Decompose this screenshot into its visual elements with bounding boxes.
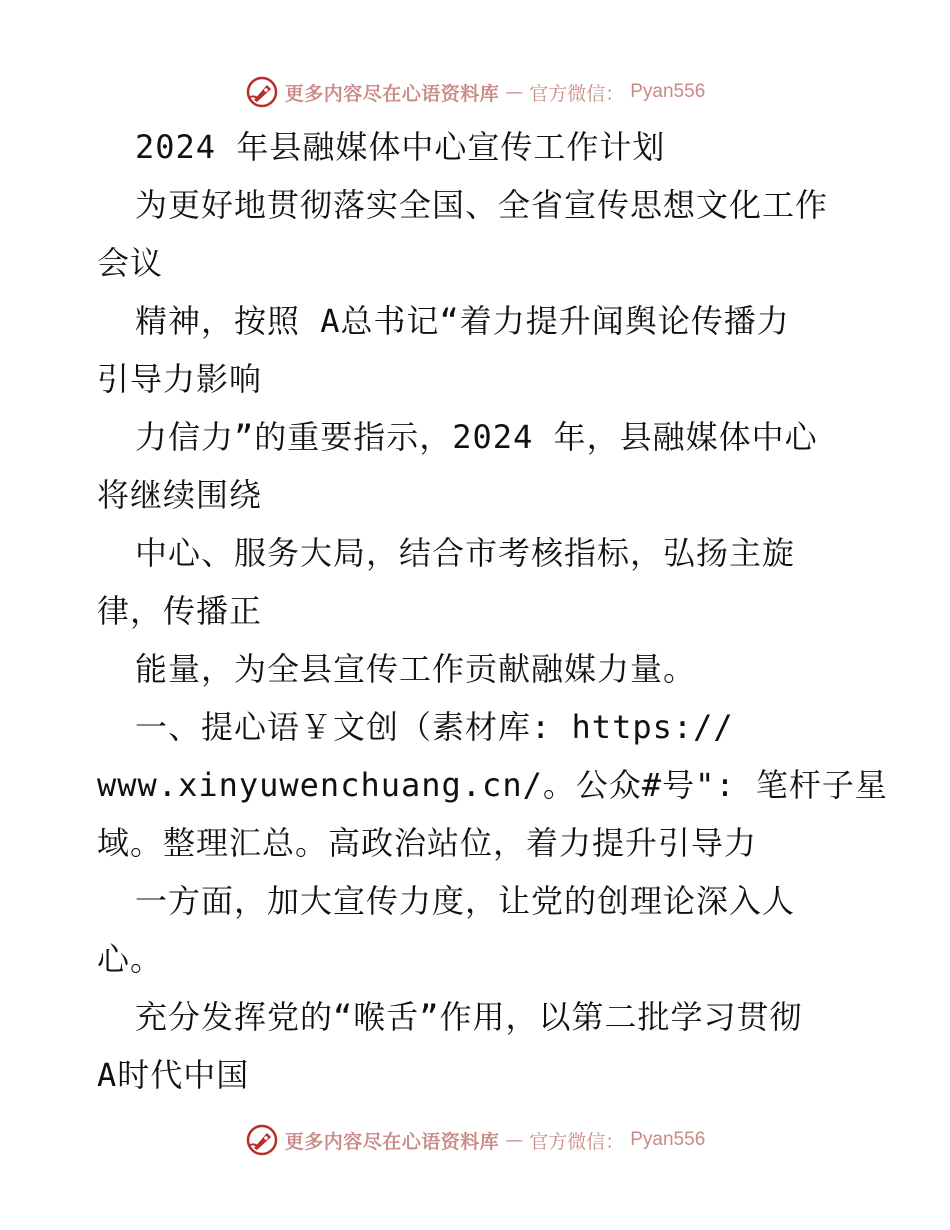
header-banner — [0, 72, 950, 112]
document-line: 力信力”的重要指示，2024 年，县融媒体中心 — [135, 418, 818, 456]
banner-wechat-label: 官方微信： — [529, 1130, 625, 1153]
document-line: 心。 — [97, 940, 164, 978]
banner-slogan: 更多内容尽在心语资料库 — [284, 82, 500, 105]
document-line: 一、提心语￥文创（素材库: https:// — [135, 708, 734, 746]
banner-separator: — — [505, 1129, 524, 1151]
document-body — [97, 118, 888, 1104]
document-line: 一方面，加大宣传力度，让党的创理论深入人 — [135, 882, 796, 920]
document-line: 会议 — [97, 244, 164, 282]
banner-slogan: 更多内容尽在心语资料库 — [284, 1130, 500, 1153]
pen-nib-logo-icon — [245, 75, 279, 109]
pen-nib-logo-icon — [245, 1123, 279, 1157]
document-line: 律，传播正 — [97, 592, 263, 630]
footer-banner — [0, 1120, 950, 1160]
document-line: 能量，为全县宣传工作贡献融媒力量。 — [135, 650, 697, 688]
document-line: 充分发挥党的“喉舌”作用，以第二批学习贯彻 — [135, 998, 803, 1036]
banner-wechat-id: Pyan556 — [630, 81, 706, 102]
banner-wechat-label: 官方微信： — [529, 82, 625, 105]
document-line: 域。整理汇总。高政治站位，着力提升引导力 — [97, 824, 758, 862]
banner-separator: — — [505, 81, 524, 103]
document-line: 引导力影响 — [97, 360, 263, 398]
document-line: www.xinyuwenchuang.cn/。公众#号": 笔杆子星 — [97, 766, 888, 804]
document-line: A时代中国 — [97, 1056, 250, 1094]
document-line: 中心、服务大局，结合市考核指标，弘扬主旋 — [135, 534, 796, 572]
document-line: 2024 年县融媒体中心宣传工作计划 — [135, 128, 666, 166]
document-line: 为更好地贯彻落实全国、全省宣传思想文化工作 — [135, 186, 829, 224]
banner-wechat-id: Pyan556 — [630, 1129, 706, 1150]
document-line: 精神，按照 A总书记“着力提升闻舆论传播力 — [135, 302, 790, 340]
document-line: 将继续围绕 — [97, 476, 263, 514]
